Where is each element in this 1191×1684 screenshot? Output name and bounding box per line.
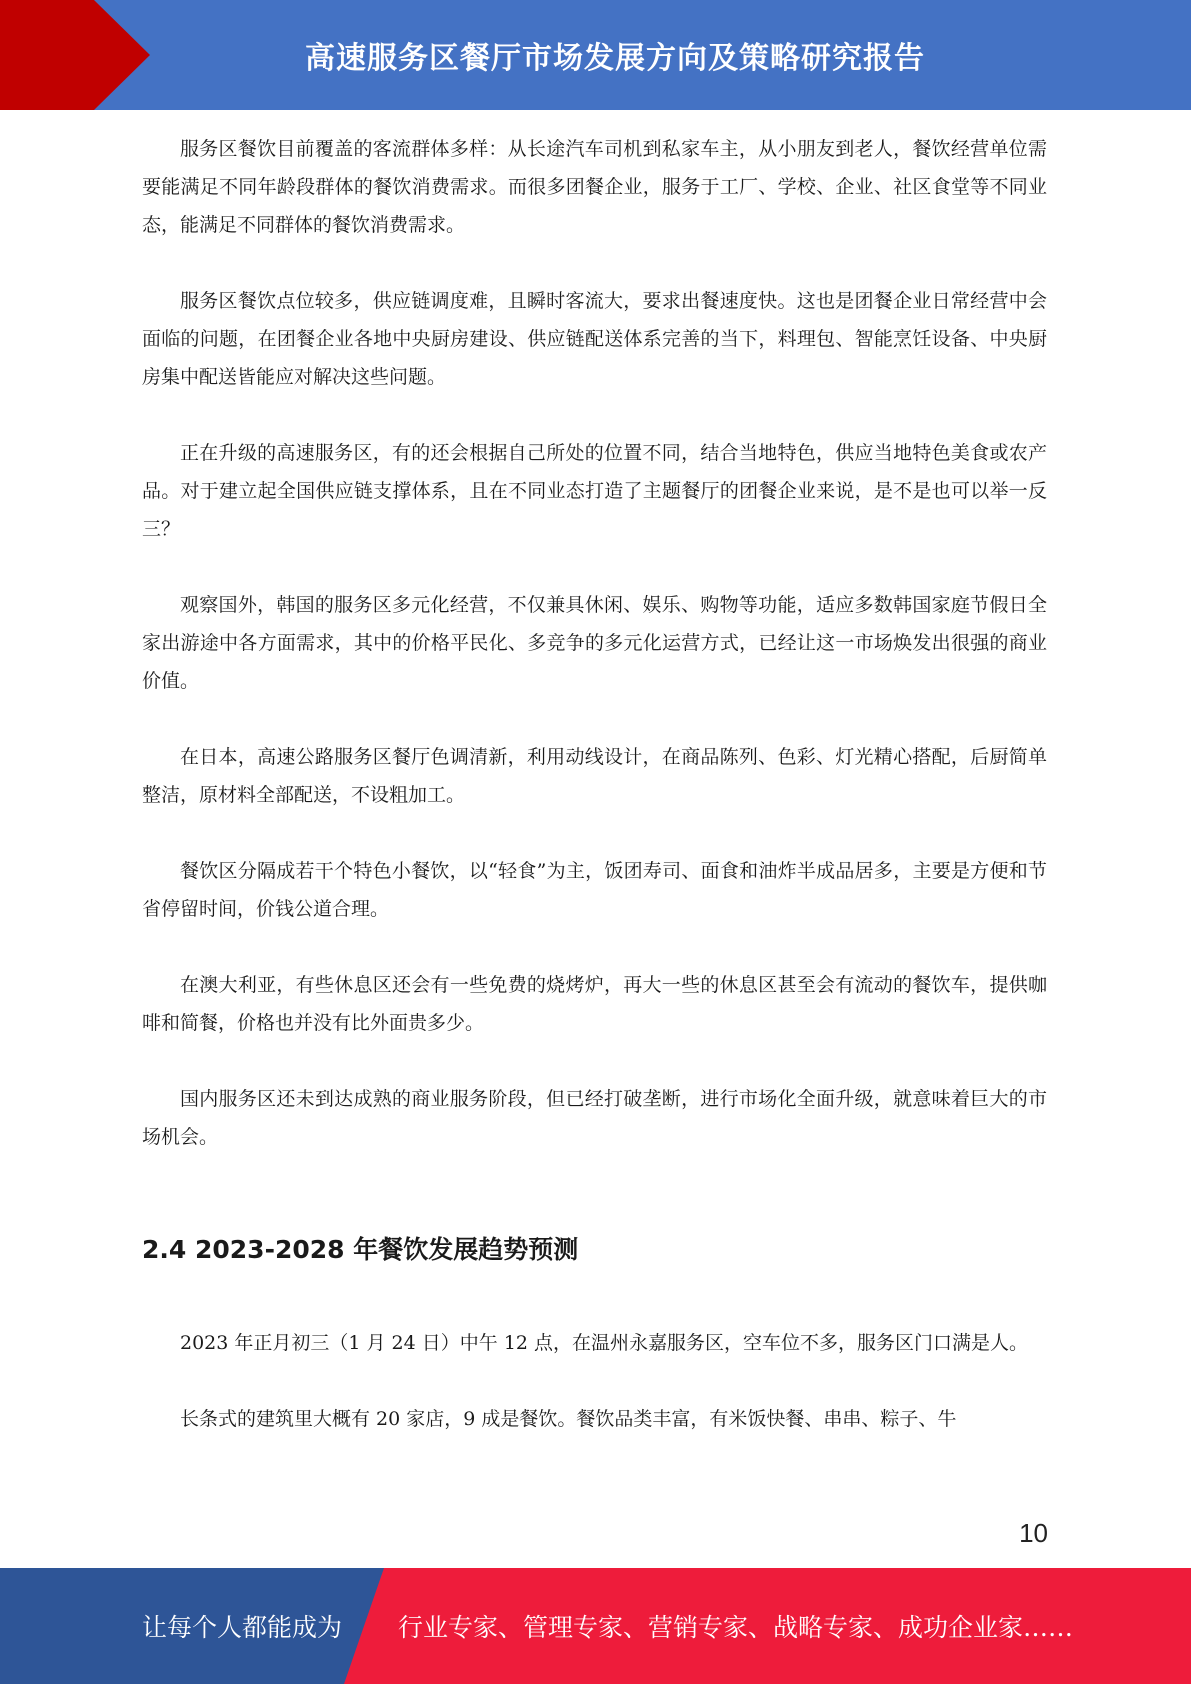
paragraph: 2023 年正月初三（1 月 24 日）中午 12 点，在温州永嘉服务区，空车位不多，服务区门口满是人。	[180, 1332, 1029, 1354]
page-number: 10	[1019, 1518, 1048, 1548]
paragraph: 在澳大利亚，有些休息区还会有一些免费的烧烤炉，再大一些的休息区甚至会有流动的餐饮车，提供咖啡和简餐，价格也并没有比外面贵多少。	[142, 974, 1047, 1034]
footer-slogan-right: 行业专家、管理专家、营销专家、战略专家、成功企业家……	[398, 1613, 1074, 1642]
paragraph: 服务区餐饮目前覆盖的客流群体多样：从长途汽车司机到私家车主，从小朋友到老人，餐饮经营单位需要能满足不同年龄段群体的餐饮消费需求。而很多团餐企业，服务于工厂、学校、企业、社区食堂等不同业态，能满足不同群体的餐饮消费需求。	[142, 138, 1047, 236]
paragraph: 观察国外，韩国的服务区多元化经营，不仅兼具休闲、娱乐、购物等功能，适应多数韩国家庭节假日全家出游途中各方面需求，其中的价格平民化、多竞争的多元化运营方式，已经让这一市场焕发出很强的商业价值。	[142, 594, 1047, 692]
footer-banner	[0, 1568, 1191, 1684]
header-banner	[0, 0, 1191, 110]
paragraph: 长条式的建筑里大概有 20 家店，9 成是餐饮。餐饮品类丰富，有米饭快餐、串串、粽子、牛	[180, 1408, 957, 1430]
paragraph: 国内服务区还未到达成熟的商业服务阶段，但已经打破垄断，进行市场化全面升级，就意味着巨大的市场机会。	[142, 1088, 1047, 1148]
footer-slogan-left: 让每个人都能成为	[142, 1613, 343, 1642]
section-heading: 2.4 2023-2028 年餐饮发展趋势预测	[142, 1235, 579, 1264]
main-content	[142, 130, 1047, 1476]
report-title: 高速服务区餐厅市场发展方向及策略研究报告	[305, 41, 925, 76]
paragraph: 服务区餐饮点位较多，供应链调度难，且瞬时客流大，要求出餐速度快。这也是团餐企业日常经营中会面临的问题，在团餐企业各地中央厨房建设、供应链配送体系完善的当下，料理包、智能烹饪设备、中央厨房集中配送皆能应对解决这些问题。	[142, 290, 1047, 388]
paragraph: 正在升级的高速服务区，有的还会根据自己所处的位置不同，结合当地特色，供应当地特色美食或农产品。对于建立起全国供应链支撑体系，且在不同业态打造了主题餐厅的团餐企业来说，是不是也可以举一反三？	[142, 442, 1047, 540]
paragraph: 餐饮区分隔成若干个特色小餐饮，以“轻食”为主，饭团寿司、面食和油炸半成品居多，主要是方便和节省停留时间，价钱公道合理。	[142, 860, 1047, 920]
paragraph: 在日本，高速公路服务区餐厅色调清新，利用动线设计，在商品陈列、色彩、灯光精心搭配，后厨简单整洁，原材料全部配送，不设粗加工。	[142, 746, 1047, 806]
